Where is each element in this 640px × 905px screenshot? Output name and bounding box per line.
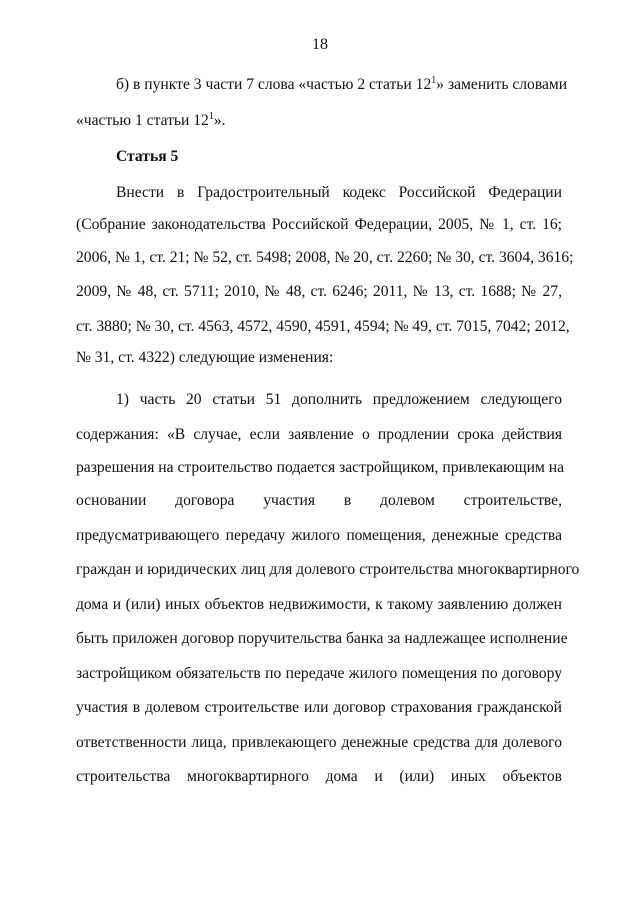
superscript: 1	[431, 75, 437, 86]
item-1-line: строительства многоквартирного дома и (или) иных объектов	[76, 768, 562, 785]
intro-line: 2009, № 48, ст. 5711; 2010, № 48, ст. 6246; 2011, № 13, ст. 1688; № 27,	[76, 283, 562, 300]
article-heading: Статья 5	[116, 148, 179, 165]
intro-line: Внести в Градостроительный кодекс Российской Федерации	[116, 184, 562, 201]
item-1-line: разрешения на строительство подается застройщиком, привлекающим на	[76, 459, 564, 476]
intro-line: № 31, ст. 4322) следующие изменения:	[76, 349, 334, 366]
item-1-line: быть приложен договор поручительства банка за надлежащее исполнение	[76, 630, 568, 647]
item-1-line: 1) часть 20 статьи 51 дополнить предложением следующего	[116, 391, 562, 408]
item-b-line-2-tail: ».	[213, 112, 226, 129]
item-1-line: дома и (или) иных объектов недвижимости, к такому заявлению должен	[76, 596, 562, 613]
item-b-line-2-text: «частью 1 статьи 12	[76, 112, 209, 129]
item-b-line-1-tail: » заменить словами	[436, 76, 568, 93]
item-b-line-1	[116, 75, 568, 94]
intro-line: (Собрание законодательства Российской Федерации, 2005, № 1, ст. 16;	[76, 216, 562, 233]
item-1-line: застройщиком обязательств по передаче жилого помещения по договору	[76, 665, 562, 682]
page-number: 18	[312, 36, 328, 53]
intro-line: ст. 3880; № 30, ст. 4563, 4572, 4590, 4591, 4594; № 49, ст. 7015, 7042; 2012,	[76, 318, 570, 335]
item-1-line: содержания: «В случае, если заявление о продлении срока действия	[76, 426, 562, 443]
item-b-line-1-text: б) в пункте 3 части 7 слова «частью 2 статьи 12	[116, 76, 432, 93]
item-1-line: участия в долевом строительстве или договор страхования гражданской	[76, 699, 562, 716]
superscript: 1	[208, 111, 214, 122]
item-1-line: основании договора участия в долевом строительстве,	[76, 492, 562, 509]
item-1-line: граждан и юридических лиц для долевого строительства многоквартирного	[76, 561, 580, 578]
item-1-line: предусматривающего передачу жилого помещения, денежные средства	[76, 527, 562, 544]
item-1-line: ответственности лица, привлекающего денежные средства для долевого	[76, 734, 562, 751]
item-b-line-2	[76, 112, 562, 130]
intro-line: 2006, № 1, ст. 21; № 52, ст. 5498; 2008, № 20, ст. 2260; № 30, ст. 3604, 3616;	[76, 249, 574, 266]
